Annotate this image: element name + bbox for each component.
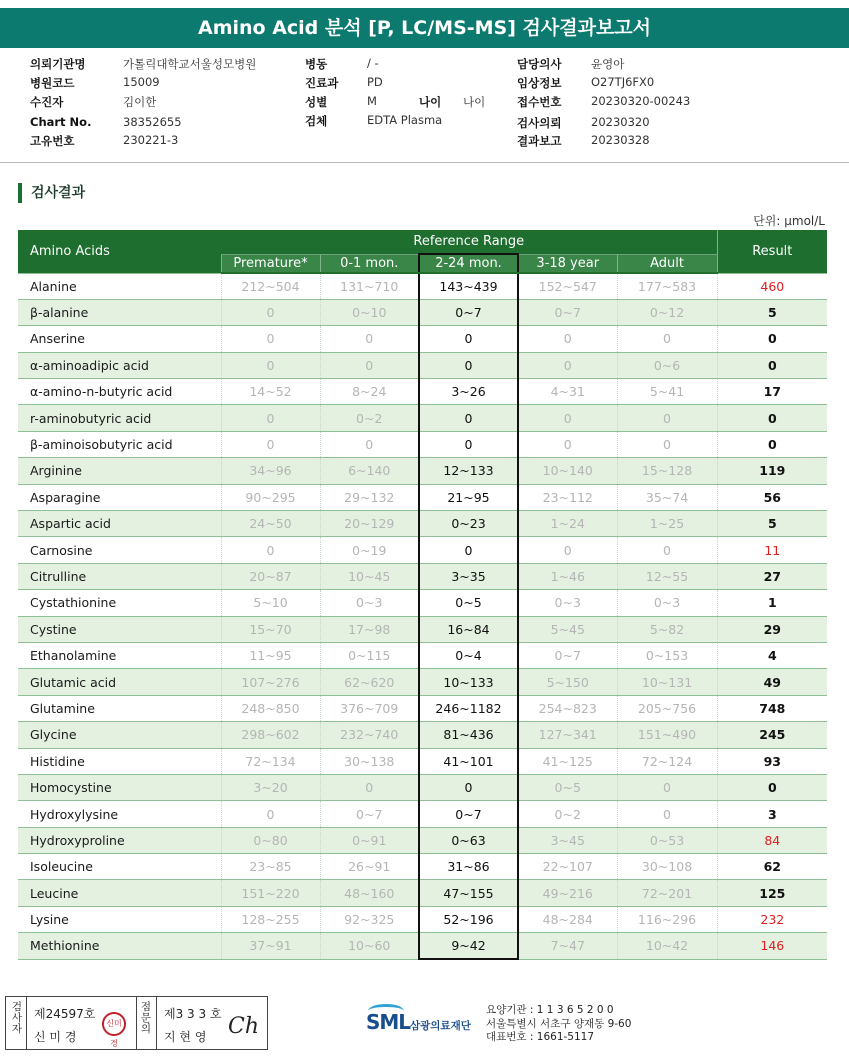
reference-range-cell: 10~131 [617, 669, 717, 695]
hospital-code-label: 병원코드 [30, 76, 75, 90]
reference-range-cell: 0 [221, 537, 320, 563]
reference-range-cell: 0~5 [419, 590, 518, 616]
result-value: 4 [717, 642, 827, 668]
amino-acid-name: Hydroxylysine [18, 801, 221, 827]
patient-info [30, 56, 830, 156]
sub-header-0-1-mon: 0-1 mon. [320, 254, 419, 273]
amino-acid-name: Aspartic acid [18, 511, 221, 537]
reference-range-cell: 7~47 [518, 933, 617, 959]
reference-range-cell: 92~325 [320, 906, 419, 932]
doctor-label: 담당의사 [517, 57, 562, 71]
reference-range-cell: 15~70 [221, 616, 320, 642]
reference-range-cell: 0~6 [617, 352, 717, 378]
reference-range-cell: 10~133 [419, 669, 518, 695]
reference-range-cell: 48~284 [518, 906, 617, 932]
examiner-license: 제24597호 [34, 1007, 96, 1021]
col-header-result: Result [717, 230, 827, 273]
result-value: 146 [717, 933, 827, 959]
table-row [18, 801, 827, 827]
reference-range-cell: 35~74 [617, 484, 717, 510]
reference-range-cell: 0 [617, 537, 717, 563]
result-value: 56 [717, 484, 827, 510]
table-row [18, 854, 827, 880]
reference-range-cell: 232~740 [320, 722, 419, 748]
reference-range-cell: 0~7 [518, 299, 617, 325]
result-value: 125 [717, 880, 827, 906]
examiner-label: 검사자 [11, 1001, 23, 1035]
reference-range-cell: 0~2 [518, 801, 617, 827]
amino-acid-name: Glycine [18, 722, 221, 748]
result-value: 17 [717, 379, 827, 405]
amino-acid-name: Arginine [18, 458, 221, 484]
reference-range-cell: 14~52 [221, 379, 320, 405]
logo-text: SML [366, 1010, 411, 1034]
amino-acid-name: β-alanine [18, 299, 221, 325]
table-row [18, 748, 827, 774]
reference-range-cell: 0 [221, 299, 320, 325]
table-row [18, 563, 827, 589]
reference-range-cell: 5~82 [617, 616, 717, 642]
recipient-label: 수진자 [30, 95, 64, 109]
reference-range-cell: 0 [419, 537, 518, 563]
sex-value: M [367, 94, 377, 108]
reference-range-cell: 29~132 [320, 484, 419, 510]
receipt-no-value: 20230320-00243 [591, 94, 691, 108]
result-value: 11 [717, 537, 827, 563]
reference-range-cell: 23~112 [518, 484, 617, 510]
amino-acid-name: Methionine [18, 933, 221, 959]
results-table [18, 230, 827, 960]
specimen-label: 검체 [305, 114, 328, 128]
specimen-value: EDTA Plasma [367, 113, 443, 127]
amino-acid-name: Isoleucine [18, 854, 221, 880]
reference-range-cell: 0 [221, 405, 320, 431]
reference-range-cell: 0 [518, 431, 617, 457]
amino-acid-name: Homocystine [18, 774, 221, 800]
hospital-code-value: 15009 [123, 75, 160, 89]
reference-range-cell: 62~620 [320, 669, 419, 695]
table-row [18, 352, 827, 378]
table-row [18, 484, 827, 510]
amino-acid-name: Cystine [18, 616, 221, 642]
amino-acid-name: Anserine [18, 326, 221, 352]
sub-header-2-24-mon: 2-24 mon. [419, 254, 518, 273]
table-row [18, 722, 827, 748]
table-row [18, 880, 827, 906]
reference-range-cell: 376~709 [320, 695, 419, 721]
reference-range-cell: 16~84 [419, 616, 518, 642]
ward-label: 병동 [305, 57, 328, 71]
reference-range-cell: 41~101 [419, 748, 518, 774]
receipt-no-label: 접수번호 [517, 95, 562, 109]
reference-range-cell: 127~341 [518, 722, 617, 748]
reference-range-cell: 3~35 [419, 563, 518, 589]
reference-range-cell: 205~756 [617, 695, 717, 721]
table-row [18, 511, 827, 537]
department-label: 진료과 [305, 76, 339, 90]
amino-acid-name: β-aminoisobutyric acid [18, 431, 221, 457]
sex-label: 성별 [305, 95, 328, 109]
reference-range-cell: 1~25 [617, 511, 717, 537]
result-value: 3 [717, 801, 827, 827]
amino-acid-name: Leucine [18, 880, 221, 906]
reference-range-cell: 0 [419, 431, 518, 457]
reference-range-cell: 10~45 [320, 563, 419, 589]
reference-range-cell: 0 [617, 801, 717, 827]
institution-value: 가톨릭대학교서울성모병원 [123, 57, 257, 71]
ward-value: / - [367, 56, 379, 70]
reference-range-cell: 3~20 [221, 774, 320, 800]
reference-range-cell: 81~436 [419, 722, 518, 748]
reference-range-cell: 23~85 [221, 854, 320, 880]
result-value: 62 [717, 854, 827, 880]
reference-range-cell: 8~24 [320, 379, 419, 405]
reference-range-cell: 0 [221, 326, 320, 352]
col-header-amino-acids: Amino Acids [18, 230, 221, 273]
reference-range-cell: 37~91 [221, 933, 320, 959]
table-row [18, 431, 827, 457]
reference-range-cell: 49~216 [518, 880, 617, 906]
divider [0, 162, 849, 163]
result-value: 84 [717, 827, 827, 853]
amino-acid-name: Alanine [18, 273, 221, 299]
reference-range-cell: 116~296 [617, 906, 717, 932]
reference-range-cell: 72~124 [617, 748, 717, 774]
reference-range-cell: 0~12 [617, 299, 717, 325]
reference-range-cell: 0 [518, 352, 617, 378]
result-value: 5 [717, 299, 827, 325]
reference-range-cell: 47~155 [419, 880, 518, 906]
table-row [18, 326, 827, 352]
reference-range-cell: 151~220 [221, 880, 320, 906]
reference-range-cell: 0 [419, 405, 518, 431]
result-value: 0 [717, 774, 827, 800]
reference-range-cell: 143~439 [419, 273, 518, 299]
table-row [18, 405, 827, 431]
reference-range-cell: 0~4 [419, 642, 518, 668]
reference-range-cell: 41~125 [518, 748, 617, 774]
reference-range-cell: 254~823 [518, 695, 617, 721]
reference-range-cell: 0~80 [221, 827, 320, 853]
reference-range-cell: 0 [617, 431, 717, 457]
table-row [18, 273, 827, 299]
org-name: 삼광의료재단 [410, 1020, 471, 1032]
result-value: 245 [717, 722, 827, 748]
result-value: 232 [717, 906, 827, 932]
result-value: 93 [717, 748, 827, 774]
reference-range-cell: 24~50 [221, 511, 320, 537]
reference-range-cell: 5~45 [518, 616, 617, 642]
reference-range-cell: 0 [617, 326, 717, 352]
doctor-value: 윤영아 [591, 57, 625, 71]
chart-no-value: 38352655 [123, 115, 182, 129]
reference-range-cell: 5~10 [221, 590, 320, 616]
reference-range-cell: 248~850 [221, 695, 320, 721]
signature-box [5, 996, 268, 1050]
reference-range-cell: 0~7 [320, 801, 419, 827]
reference-range-cell: 0 [419, 326, 518, 352]
table-row [18, 933, 827, 959]
table-row [18, 537, 827, 563]
reference-range-cell: 0~7 [419, 801, 518, 827]
reference-range-cell: 17~98 [320, 616, 419, 642]
amino-acid-name: α-amino-n-butyric acid [18, 379, 221, 405]
table-row [18, 590, 827, 616]
table-row [18, 906, 827, 932]
institution-code: 요양기관 : 1 1 3 6 5 2 0 0 [486, 1004, 614, 1016]
reference-range-cell: 3~26 [419, 379, 518, 405]
amino-acid-name: Citrulline [18, 563, 221, 589]
age-value: 나이 [463, 95, 486, 109]
clinical-label: 임상정보 [517, 76, 562, 90]
reference-range-cell: 0 [518, 326, 617, 352]
result-value: 0 [717, 352, 827, 378]
reference-range-cell: 128~255 [221, 906, 320, 932]
reference-range-cell: 11~95 [221, 642, 320, 668]
amino-acid-name: Ethanolamine [18, 642, 221, 668]
sub-header-adult: Adult [617, 254, 717, 273]
reference-range-cell: 30~138 [320, 748, 419, 774]
reference-range-cell: 20~129 [320, 511, 419, 537]
amino-acid-name: α-aminoadipic acid [18, 352, 221, 378]
reference-range-cell: 1~46 [518, 563, 617, 589]
amino-acid-name: Glutamic acid [18, 669, 221, 695]
reference-range-cell: 4~31 [518, 379, 617, 405]
result-value: 0 [717, 326, 827, 352]
reference-range-cell: 177~583 [617, 273, 717, 299]
reference-range-cell: 0~153 [617, 642, 717, 668]
reference-range-cell: 72~134 [221, 748, 320, 774]
table-row [18, 616, 827, 642]
reference-range-cell: 0 [221, 801, 320, 827]
unique-no-value: 230221-3 [123, 133, 179, 147]
reference-range-cell: 21~95 [419, 484, 518, 510]
reference-range-cell: 0~53 [617, 827, 717, 853]
result-report-value: 20230328 [591, 133, 650, 147]
reference-range-cell: 10~42 [617, 933, 717, 959]
result-value: 27 [717, 563, 827, 589]
amino-acid-name: Asparagine [18, 484, 221, 510]
unit-label: 단위: μmol/L [753, 214, 825, 228]
reference-range-cell: 26~91 [320, 854, 419, 880]
reference-range-cell: 0~19 [320, 537, 419, 563]
reference-range-cell: 9~42 [419, 933, 518, 959]
result-value: 748 [717, 695, 827, 721]
result-value: 119 [717, 458, 827, 484]
reference-range-cell: 0~5 [518, 774, 617, 800]
reference-range-cell: 0 [518, 405, 617, 431]
reference-range-cell: 0~3 [518, 590, 617, 616]
result-value: 29 [717, 616, 827, 642]
institution-phone: 대표번호 : 1661-5117 [486, 1031, 595, 1043]
unique-no-label: 고유번호 [30, 134, 75, 148]
reference-range-cell: 0~10 [320, 299, 419, 325]
reference-range-cell: 151~490 [617, 722, 717, 748]
table-row [18, 669, 827, 695]
reference-range-cell: 0~3 [320, 590, 419, 616]
reference-range-cell: 298~602 [221, 722, 320, 748]
reference-range-cell: 0 [320, 326, 419, 352]
reference-range-cell: 0 [320, 431, 419, 457]
amino-acid-name: r-aminobutyric acid [18, 405, 221, 431]
reference-range-cell: 52~196 [419, 906, 518, 932]
result-value: 0 [717, 405, 827, 431]
age-label: 나이 [419, 95, 442, 109]
reference-range-cell: 5~150 [518, 669, 617, 695]
reference-range-cell: 1~24 [518, 511, 617, 537]
table-row [18, 695, 827, 721]
table-row [18, 642, 827, 668]
reference-range-cell: 0 [221, 431, 320, 457]
reference-range-cell: 0~63 [419, 827, 518, 853]
reference-range-cell: 12~55 [617, 563, 717, 589]
table-row [18, 827, 827, 853]
result-value: 0 [717, 431, 827, 457]
sml-logo [366, 1004, 506, 1044]
result-value: 1 [717, 590, 827, 616]
reference-range-cell: 34~96 [221, 458, 320, 484]
amino-acid-name: Histidine [18, 748, 221, 774]
reference-range-cell: 12~133 [419, 458, 518, 484]
table-row [18, 379, 827, 405]
amino-acid-name: Hydroxyproline [18, 827, 221, 853]
reference-range-cell: 0 [617, 774, 717, 800]
reference-range-cell: 0~3 [617, 590, 717, 616]
examiner-name: 신 미 경 [34, 1030, 77, 1044]
reference-range-cell: 0 [320, 774, 419, 800]
clinical-value: O27TJ6FX0 [591, 75, 655, 89]
reference-range-cell: 0~7 [419, 299, 518, 325]
reference-range-cell: 3~45 [518, 827, 617, 853]
institution-label: 의뢰기관명 [30, 57, 86, 71]
institution-address: 서울특별시 서초구 양재동 9-60 [486, 1017, 632, 1030]
test-request-value: 20230320 [591, 115, 650, 129]
recipient-value: 김이한 [123, 95, 157, 109]
result-value: 5 [717, 511, 827, 537]
reference-range-cell: 0~2 [320, 405, 419, 431]
reference-range-cell: 10~60 [320, 933, 419, 959]
reviewer-label: 점문의 [140, 1001, 152, 1035]
test-request-label: 검사의뢰 [517, 116, 562, 130]
amino-acid-name: Cystathionine [18, 590, 221, 616]
table-row [18, 774, 827, 800]
reference-range-cell: 90~295 [221, 484, 320, 510]
reference-range-cell: 10~140 [518, 458, 617, 484]
department-value: PD [367, 75, 383, 89]
reference-range-cell: 15~128 [617, 458, 717, 484]
col-header-reference-range: Reference Range [221, 230, 717, 254]
reference-range-cell: 30~108 [617, 854, 717, 880]
reference-range-cell: 22~107 [518, 854, 617, 880]
reference-range-cell: 0 [221, 352, 320, 378]
result-value: 49 [717, 669, 827, 695]
reference-range-cell: 72~201 [617, 880, 717, 906]
reference-range-cell: 6~140 [320, 458, 419, 484]
reference-range-cell: 20~87 [221, 563, 320, 589]
reference-range-cell: 0~23 [419, 511, 518, 537]
reference-range-cell: 0 [320, 352, 419, 378]
sub-header-3-18-year: 3-18 year [518, 254, 617, 273]
reference-range-cell: 31~86 [419, 854, 518, 880]
reference-range-cell: 0 [419, 774, 518, 800]
reviewer-name: 지 현 영 [164, 1030, 207, 1044]
reference-range-cell: 0~91 [320, 827, 419, 853]
result-value: 460 [717, 273, 827, 299]
reference-range-cell: 246~1182 [419, 695, 518, 721]
reference-range-cell: 0~7 [518, 642, 617, 668]
reference-range-cell: 107~276 [221, 669, 320, 695]
table-row [18, 299, 827, 325]
reference-range-cell: 0 [617, 405, 717, 431]
reference-range-cell: 0~115 [320, 642, 419, 668]
reviewer-signature: Ch [228, 1014, 260, 1039]
reference-range-cell: 48~160 [320, 880, 419, 906]
reference-range-cell: 212~504 [221, 273, 320, 299]
report-title: Amino Acid 분석 [P, LC/MS-MS] 검사결과보고서 [0, 8, 849, 48]
section-title: 검사결과 [18, 183, 85, 203]
institution-contact [486, 1004, 631, 1045]
reference-range-cell: 131~710 [320, 273, 419, 299]
result-report-label: 결과보고 [517, 134, 562, 148]
chart-no-label: Chart No. [30, 115, 92, 129]
amino-acid-name: Lysine [18, 906, 221, 932]
reference-range-cell: 0 [518, 537, 617, 563]
amino-acid-name: Carnosine [18, 537, 221, 563]
sub-header-premature: Premature* [221, 254, 320, 273]
reviewer-license: 제3 3 3 호 [164, 1007, 222, 1021]
reference-range-cell: 5~41 [617, 379, 717, 405]
table-row [18, 458, 827, 484]
examiner-seal: 신미경 [102, 1012, 126, 1036]
amino-acid-name: Glutamine [18, 695, 221, 721]
reference-range-cell: 152~547 [518, 273, 617, 299]
reference-range-cell: 0 [419, 352, 518, 378]
